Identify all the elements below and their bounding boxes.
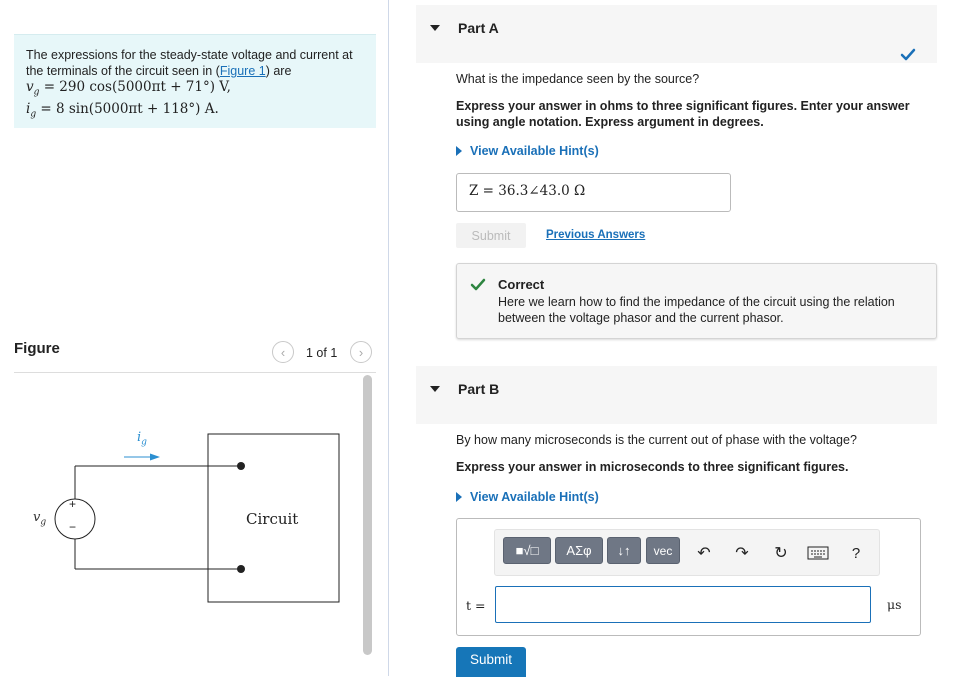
problem-text: The expressions for the steady-state voltage and current at the terminals of the circuit seen in (Figure 1) are [26,48,353,78]
vector-button[interactable]: vec [646,537,680,564]
part-a-instruction: Express your answer in ohms to three significant figures. Enter your answer using angle notation. Express argument in degrees. [456,99,910,129]
figure-scrollbar[interactable] [363,375,372,655]
part-a-hint-link[interactable]: View Available Hint(s) [456,144,599,158]
figure-link[interactable]: Figure 1 [219,64,266,78]
feedback-body: Here we learn how to find the impedance of the circuit using the relation between the voltage phasor and the current phasor. [498,295,895,325]
source-voltage-label: $v_g$ [33,510,47,528]
collapse-caret-icon[interactable] [430,25,440,31]
templates-button[interactable]: ■√□ [503,537,551,564]
circuit-label: Circuit [246,510,299,528]
chevron-left-icon: ‹ [280,344,286,360]
collapse-caret-icon[interactable] [430,386,440,392]
expand-triangle-icon [456,146,462,156]
part-a-submit-button[interactable]: Submit [456,223,526,248]
unit-label: μs [887,597,902,612]
plus-sign: + [69,497,77,511]
figure-heading: Figure [14,340,60,357]
current-expression: $i_g = 8$ sin(5000πt + 118°) A. [26,100,219,120]
current-label: $i_g$ [137,430,147,448]
terminal-node-top [237,462,245,470]
redo-icon[interactable]: ↷ [735,545,749,562]
part-a-title: Part A [458,20,499,36]
t-input-label: t = [466,598,486,613]
figure-pager-count: 1 of 1 [306,346,338,360]
previous-answers-link[interactable]: Previous Answers [546,229,646,241]
terminal-node-bottom [237,565,245,573]
circuit-figure [0,0,388,676]
part-b-title: Part B [458,381,500,397]
undo-icon[interactable]: ↶ [697,545,711,562]
help-icon[interactable]: ? [851,544,861,562]
minus-sign: − [69,520,77,534]
expand-triangle-icon [456,492,462,502]
keyboard-icon[interactable] [807,545,829,561]
arrows-button[interactable]: ↓↑ [607,537,641,564]
greek-symbols-button[interactable]: AΣφ [555,537,603,564]
column-divider [388,0,389,676]
voltage-expression: $v_g = 290$ cos(5000πt + 71°) V, [26,79,231,98]
reset-icon[interactable]: ↻ [774,545,788,562]
part-b-question: By how many microseconds is the current out of phase with the voltage? [456,433,857,447]
part-b-instruction: Express your answer in microseconds to three significant figures. [456,460,849,474]
chevron-right-icon: › [358,344,364,360]
current-arrow-icon [150,454,160,461]
part-b-hint-link[interactable]: View Available Hint(s) [456,490,599,504]
check-icon [900,48,916,62]
correct-check-icon [470,278,486,292]
part-a-question: What is the impedance seen by the source? [456,72,700,86]
feedback-title: Correct [498,277,545,292]
t-answer-input[interactable] [495,586,871,623]
part-b-submit-button[interactable]: Submit [456,647,526,677]
part-a-answer-field: Z = 36.3∠43.0 Ω [456,173,731,212]
